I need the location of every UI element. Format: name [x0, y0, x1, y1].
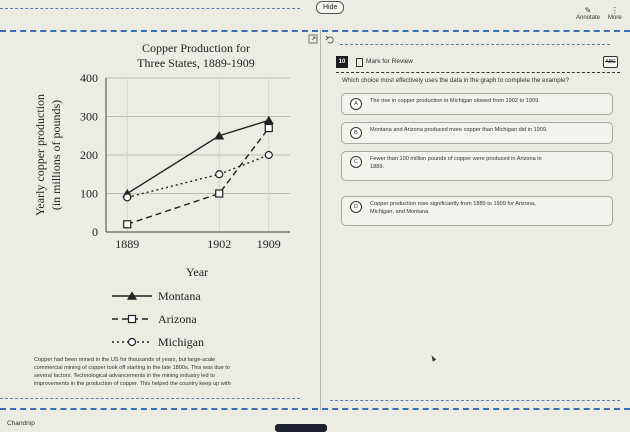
top-bar: [0, 0, 630, 32]
student-name: Chandnip: [7, 420, 35, 427]
y-tick-label: 300: [80, 109, 98, 124]
data-point-arizona: [216, 190, 223, 197]
question-divider: [336, 72, 620, 73]
choice-text: Montana and Arizona produced more copper than Michigan did in 1909.: [370, 127, 548, 133]
legend-marker-arizona: [129, 316, 136, 323]
legend-marker-michigan: [129, 339, 136, 346]
choice-text: The rise in copper production in Michigan slowed from 1902 to 1909.: [370, 98, 540, 104]
legend-label: Montana: [158, 289, 201, 303]
choice-a[interactable]: [341, 93, 613, 115]
top-dash-line: [0, 8, 300, 9]
data-point-michigan: [216, 171, 223, 178]
cursor-icon: [430, 354, 436, 361]
y-tick-label: 200: [80, 148, 98, 162]
data-point-montana: [264, 116, 273, 124]
data-point-arizona: [124, 221, 131, 228]
more-icon: ⋮: [610, 6, 619, 15]
abc-eliminator-button[interactable]: [603, 56, 618, 68]
question-number: 10: [336, 56, 348, 68]
hide-button[interactable]: Hide: [316, 1, 344, 14]
x-tick-label: 1902: [207, 237, 232, 251]
x-axis-label: Year: [185, 265, 209, 279]
choice-letter: B: [350, 127, 362, 139]
annotate-button[interactable]: [576, 6, 600, 21]
dash-line: [340, 44, 610, 45]
passage-line: several factors. Technological advancements in the mining industry led to: [34, 373, 215, 379]
data-point-michigan: [124, 194, 131, 201]
choice-text: 1889.: [370, 163, 384, 170]
bottom-bar: [0, 408, 630, 410]
line-chart: [0, 32, 320, 362]
legend-label: Arizona: [158, 312, 197, 326]
abc-label: ABC: [605, 59, 616, 65]
mark-for-review-label[interactable]: Mark for Review: [366, 58, 413, 65]
passage-text: [34, 356, 304, 388]
question-nav-button[interactable]: [275, 424, 327, 432]
choice-text: Michigan, and Montana.: [370, 208, 430, 215]
more-label: More: [608, 15, 622, 21]
choice-text: Fewer than 100 million pounds of copper were produced in Arizona in: [370, 156, 542, 162]
chart-title: Copper Production for: [142, 41, 250, 55]
bookmark-icon[interactable]: [356, 58, 363, 67]
passage-line: commercial mining of copper took off starting in the late 1800s. This was due to: [34, 365, 230, 371]
choice-c[interactable]: [341, 151, 613, 181]
legend-label: Michigan: [158, 335, 204, 349]
y-tick-label: 100: [80, 186, 98, 201]
more-button[interactable]: [608, 6, 622, 21]
question-header: [336, 56, 620, 72]
y-tick-label: 400: [80, 71, 98, 85]
passage-line: Copper had been mined in the US for thousands of years, but large-scale: [34, 357, 216, 363]
choice-letter: C: [350, 156, 362, 168]
data-point-michigan: [265, 152, 272, 159]
chart-title: Three States, 1889-1909: [137, 56, 255, 70]
passage-line: improvements in the production of copper. This helped the country keep up with: [34, 381, 231, 387]
data-point-arizona: [265, 125, 272, 132]
series-line-arizona: [127, 128, 269, 224]
y-tick-label: 0: [92, 225, 98, 239]
dash-line: [330, 400, 620, 401]
y-axis-label: Yearly copper production: [33, 93, 47, 217]
x-tick-label: 1909: [256, 237, 281, 251]
question-prompt: Which choice most effectively uses the data in the graph to complete the example?: [342, 77, 569, 84]
choice-text: Copper production rose significantly from 1889 to 1909 for Arizona,: [370, 201, 536, 207]
y-axis-label: (in millions of pounds): [49, 99, 63, 211]
pane-divider[interactable]: [320, 30, 321, 410]
choice-b[interactable]: [341, 122, 613, 144]
pencil-icon: ✎: [584, 6, 592, 15]
choice-letter: A: [350, 98, 362, 110]
choice-letter: D: [350, 201, 362, 213]
series-line-michigan: [127, 155, 269, 197]
annotate-label: Annotate: [576, 15, 601, 21]
x-tick-label: 1889: [115, 237, 140, 251]
choice-d[interactable]: [341, 196, 613, 226]
dash-line: [0, 398, 300, 399]
undo-icon[interactable]: [326, 36, 333, 43]
